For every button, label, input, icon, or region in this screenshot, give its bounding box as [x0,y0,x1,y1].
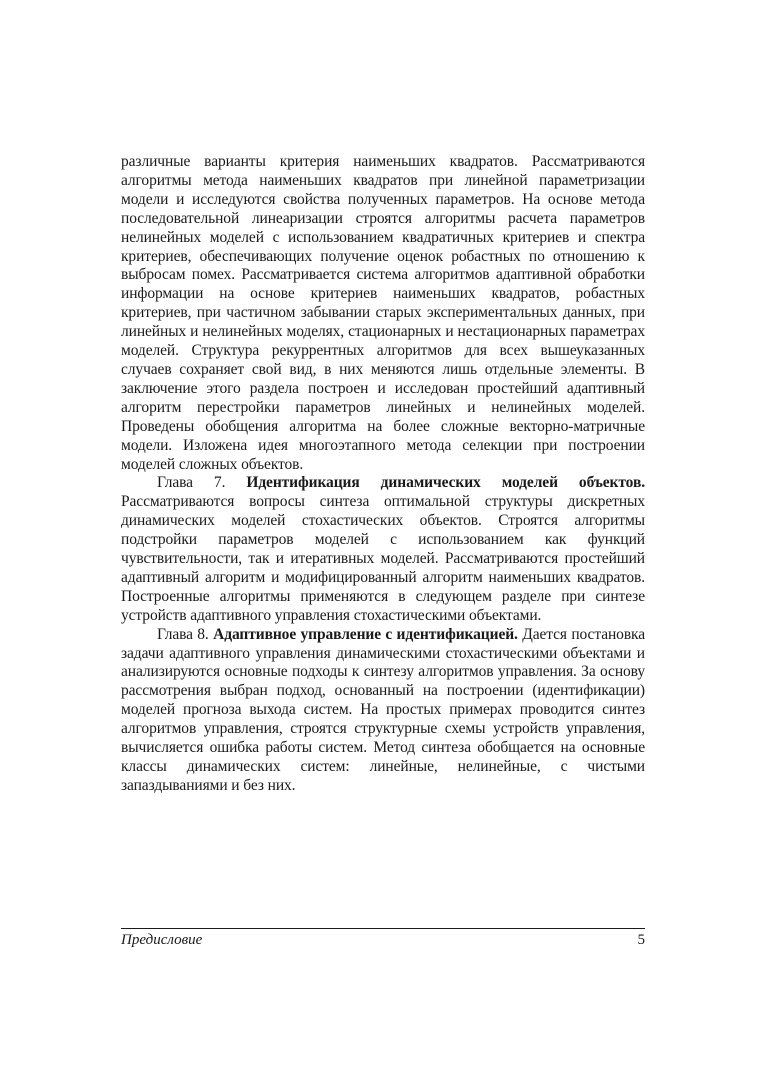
chapter-title: Идентификация динамических моделей объектов. [246,474,645,492]
chapter-title: Адаптивное управление с идентификацией. [213,625,518,643]
page-footer [121,928,645,950]
page-number: 5 [637,932,645,948]
paragraph-text: Дается постановка задачи адаптивного управления динамическими стохастическими объектами и анализируются основные подходы к синтезу алгоритмов управления. За основу рассмотрения выбран подход, основанный на построении (идентификации) моделей прогноза выхода систем. На простых примерах проводится синтез алгоритмов управления, строятся структурные схемы устройств управления, вычисляется ошибка работы систем. Метод синтеза обобщается на основные классы динамических систем: линейные, нелинейные, с чистыми запаздываниями и без них. [121,625,646,794]
footer-divider [121,928,645,929]
paragraph-chapter-7 [121,474,645,625]
paragraph-intro [121,153,645,474]
chapter-label: Глава 7. [157,474,226,492]
paragraph-text: Рассматриваются вопросы синтеза оптимальной структуры дискретных динамических моделей стохастических объектов. Строятся алгоритмы подстройки параметров моделей с использованием как функций чувствительности, так и итеративных моделей. Рассматриваются простейший адаптивный алгоритм и модифицированный алгоритм наименьших квадратов. Построенные алгоритмы применяются в следующем разделе при синтезе устройств адаптивного управления стохастическими объектами. [121,493,645,624]
running-footer-title: Предисловие [121,932,203,948]
paragraph-chapter-8 [121,626,645,796]
paragraph-text: различные варианты критерия наименьших квадратов. Рассматриваются алгоритмы метода наименьших квадратов при линейной параметризации модели и исследуются свойства полученных параметров. На основе метода последовательной линеаризации строятся алгоритмы расчета параметров нелинейных моделей с использованием квадратичных критериев и спектра критериев, обеспечивающих получение оценок робастных по отношению к выбросам помех. Рассматривается система алгоритмов адаптивной обработки информации на основе критериев наименьших квадратов, робастных критериев, при частичном забывании старых экспериментальных данных, при линейных и нелинейных моделях, стационарных и нестационарных параметрах моделей. Структура рекуррентных алгоритмов для всех вышеуказанных случаев сохраняет свой вид, в них меняются лишь отдельные элементы. В заключение этого раздела построен и исследован простейший адаптивный алгоритм перестройки параметров линейных и нелинейных моделей. Проведены обобщения алгоритма на более сложные векторно-матричные модели. Изложена идея многоэтапного метода селекции при построении моделей сложных объектов. [121,153,645,473]
chapter-label: Глава 8. [157,625,209,643]
body-text [121,153,645,796]
